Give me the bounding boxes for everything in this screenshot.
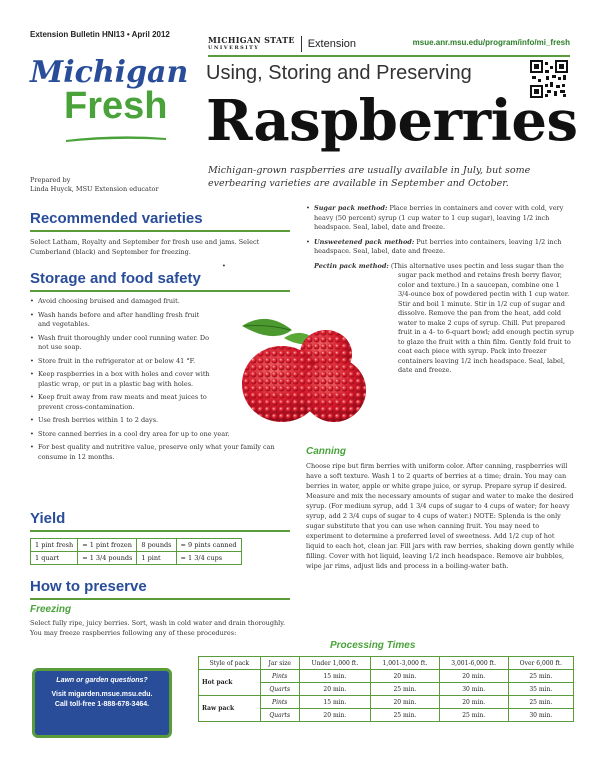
msu-extension-logo	[208, 36, 356, 52]
table-cell: 20 min.	[299, 709, 370, 722]
table-cell: 20 min.	[299, 683, 370, 696]
table-cell: 35 min.	[508, 683, 573, 696]
logo-swoosh-icon	[66, 134, 166, 142]
method-text: Place berries in containers and cover with cold, very heavy (50 percent) syrup (1 cup water to 1 cup sugar), leaving 1/2 inch headspace. Seal, label, date and freeze.	[314, 204, 564, 231]
heading-rule	[30, 290, 290, 292]
header-rule	[208, 55, 570, 57]
logo-divider	[301, 36, 302, 52]
yield-heading: Yield	[30, 510, 66, 527]
msu-wordmark-text: MICHIGAN STATE	[208, 35, 295, 45]
heading-rule	[30, 530, 290, 532]
extension-label: Extension	[307, 38, 357, 50]
varieties-text: Select Latham, Royalty and September for fresh use and jams. Select Cumberland (black) and September for freezing.	[30, 238, 260, 256]
column-header: Jar size	[260, 657, 299, 670]
list-item: • Store canned berries in a cool dry area for up to one year.	[30, 430, 290, 440]
page-subtitle: Using, Storing and Preserving	[206, 62, 472, 84]
prepared-by-label: Prepared by	[30, 176, 71, 184]
table-cell: = 1 3/4 cups	[176, 552, 241, 565]
table-row	[31, 552, 242, 565]
table-cell: Quarts	[260, 683, 299, 696]
column-header: 1,001-3,000 ft.	[371, 657, 440, 670]
table-cell: 25 min.	[508, 670, 573, 683]
table-cell: Hot pack	[199, 670, 261, 696]
column-header: Under 1,000 ft.	[299, 657, 370, 670]
table-cell: 8 pounds	[137, 539, 176, 552]
freezing-methods	[306, 204, 574, 381]
callout-visit[interactable]: Visit migarden.msue.msu.edu.	[51, 691, 153, 698]
list-item	[306, 204, 574, 233]
canning-text: Choose ripe but firm berries with uniform color. After canning, raspberries will have a soft texture. Wash 1 to 2 quarts of berries at a time; drain. You may can berries in water, apple or white grape juice, or syrup. Prepare syrup if desired. Measure and mix the necessary amounts of sugar and water to make the desired syrup. (For medium syrup, add 1 3/4 cups of sugar to 4 cups of water; for heavy syrup, add 2 3/4 cups of sugar to 4 cups of water.) NOTE: Splenda is the only sugar substitute that you can use when canning fruit. You may need to experiment to determine a preferred level of sweetness. Add 1/2 cup of hot liquid to each hot, clean jar. Fill jars with raw berries, shaking down gently while filling. Cover with hot liquid, leaving 1/2 inch headspace. Remove air bubbles, wipe jar rims, adjust lids and process in a boiling-water bath.	[306, 462, 575, 570]
msu-wordmark	[208, 36, 295, 52]
processing-times-title: Processing Times	[330, 640, 416, 651]
callout-question: Lawn or garden questions?	[56, 677, 148, 684]
list-item: • For best quality and nutritive value, preserve only what your family can consume in 12 months.	[30, 443, 290, 462]
yield-table	[30, 538, 242, 565]
website-url[interactable]: msue.anr.msu.edu/program/info/mi_fresh	[412, 38, 570, 47]
table-row	[199, 696, 574, 709]
table-cell: 25 min.	[439, 709, 508, 722]
method-label: Unsweetened pack method:	[314, 237, 415, 246]
table-cell: 15 min.	[299, 696, 370, 709]
processing-times-table	[198, 656, 574, 722]
preserve-heading: How to preserve	[30, 578, 147, 595]
list-item	[306, 262, 574, 376]
method-label: Pectin pack method:	[314, 261, 389, 270]
list-item	[306, 238, 574, 257]
list-item: • Keep raspberries in a box with holes and cover with plastic wrap, or put in a plastic bag with holes.	[30, 370, 210, 389]
table-cell: 20 min.	[439, 696, 508, 709]
prepared-by	[30, 176, 159, 194]
list-item: • Keep fruit away from raw meats and meat juices to prevent cross-contamination.	[30, 393, 210, 412]
heading-rule	[30, 598, 290, 600]
table-cell: 15 min.	[299, 670, 370, 683]
table-cell: 1 quart	[31, 552, 78, 565]
freezing-text: Select fully ripe, juicy berries. Sort, wash in cold water and drain thoroughly. You may freeze raspberries following any of these procedures:	[30, 619, 286, 637]
table-cell: 25 min.	[371, 683, 440, 696]
intro-text: Michigan-grown raspberries are usually available in July, but some everbearing varieties are available in September and October.	[208, 165, 531, 189]
garden-questions-callout	[32, 668, 172, 738]
table-cell: 25 min.	[371, 709, 440, 722]
table-header-row	[199, 657, 574, 670]
bulletin-number: Extension Bulletin HNI13 • April 2012	[30, 30, 170, 39]
list-item: • Use fresh berries within 1 to 2 days.	[30, 416, 290, 426]
table-cell: 20 min.	[371, 670, 440, 683]
section-canning	[306, 446, 574, 571]
table-cell: 30 min.	[439, 683, 508, 696]
page-title: Raspberries	[206, 88, 578, 154]
table-cell: = 9 pints canned	[176, 539, 241, 552]
msu-wordmark-sub: UNIVERSITY	[208, 45, 260, 51]
table-cell: Quarts	[260, 709, 299, 722]
table-row	[199, 670, 574, 683]
varieties-heading: Recommended varieties	[30, 210, 203, 227]
table-cell: 1 pint fresh	[31, 539, 78, 552]
michigan-fresh-logo-fresh: Fresh	[64, 85, 168, 127]
table-cell: = 1 3/4 pounds	[78, 552, 137, 565]
table-cell: 30 min.	[508, 709, 573, 722]
prepared-by-name: Linda Huyck, MSU Extension educator	[30, 185, 159, 193]
table-cell: Raw pack	[199, 696, 261, 722]
column-header: 3,001-6,000 ft.	[439, 657, 508, 670]
section-preserve	[30, 578, 290, 638]
table-cell: Pints	[260, 696, 299, 709]
table-cell: 20 min.	[371, 696, 440, 709]
heading-rule	[30, 230, 290, 232]
list-item: • Store fruit in the refrigerator at or below 41 °F.	[30, 357, 210, 367]
section-yield	[30, 510, 290, 565]
column-header: Style of pack	[199, 657, 261, 670]
storage-list	[30, 297, 210, 412]
list-item: • Avoid choosing bruised and damaged fruit.	[30, 297, 210, 307]
list-item: • Wash hands before and after handling fresh fruit and vegetables.	[30, 311, 210, 330]
table-cell: 25 min.	[508, 696, 573, 709]
method-label: Sugar pack method:	[314, 204, 388, 212]
table-cell: = 1 pint frozen	[78, 539, 137, 552]
table-cell: Pints	[260, 670, 299, 683]
list-item: • Wash fruit thoroughly under cool running water. Do not use soap.	[30, 334, 210, 353]
storage-heading: Storage and food safety	[30, 270, 201, 287]
method-text: Put berries into containers, leaving 1/2 inch headspace. Seal, label, date and freeze.	[314, 237, 562, 255]
callout-phone[interactable]: Call toll-free 1-888-678-3464.	[54, 701, 150, 708]
canning-heading: Canning	[306, 446, 346, 457]
section-varieties	[30, 210, 290, 257]
methods-list	[306, 204, 574, 376]
table-cell: 20 min.	[439, 670, 508, 683]
column-header: Over 6,000 ft.	[508, 657, 573, 670]
table-row	[31, 539, 242, 552]
michigan-fresh-logo-michigan: Michigan	[30, 55, 189, 90]
method-text: (This alternative uses pectin and less sugar than the sugar pack method and retains fresh berry flavor, color and texture.) In a saucepan, combine one 1 3/4-ounce box of powdered pectin with 1 cup water. Stir and boil 1 minute. Stir in 1/2 cup of sugar and dissolve. Remove the pan from the heat, add cold water to make 2 cups of syrup. Chill. Put prepared fruit in a 4- to 6-quart bowl; add enough pectin syrup to glaze the fruit with a thin film. Gently fold fruit to coat each piece with syrup. Pack into freezer containers leaving 1/2 inch headspace. Seal, label, date and freeze.	[388, 261, 574, 374]
freezing-subheading: Freezing	[30, 604, 72, 615]
table-cell: 1 pint	[137, 552, 176, 565]
